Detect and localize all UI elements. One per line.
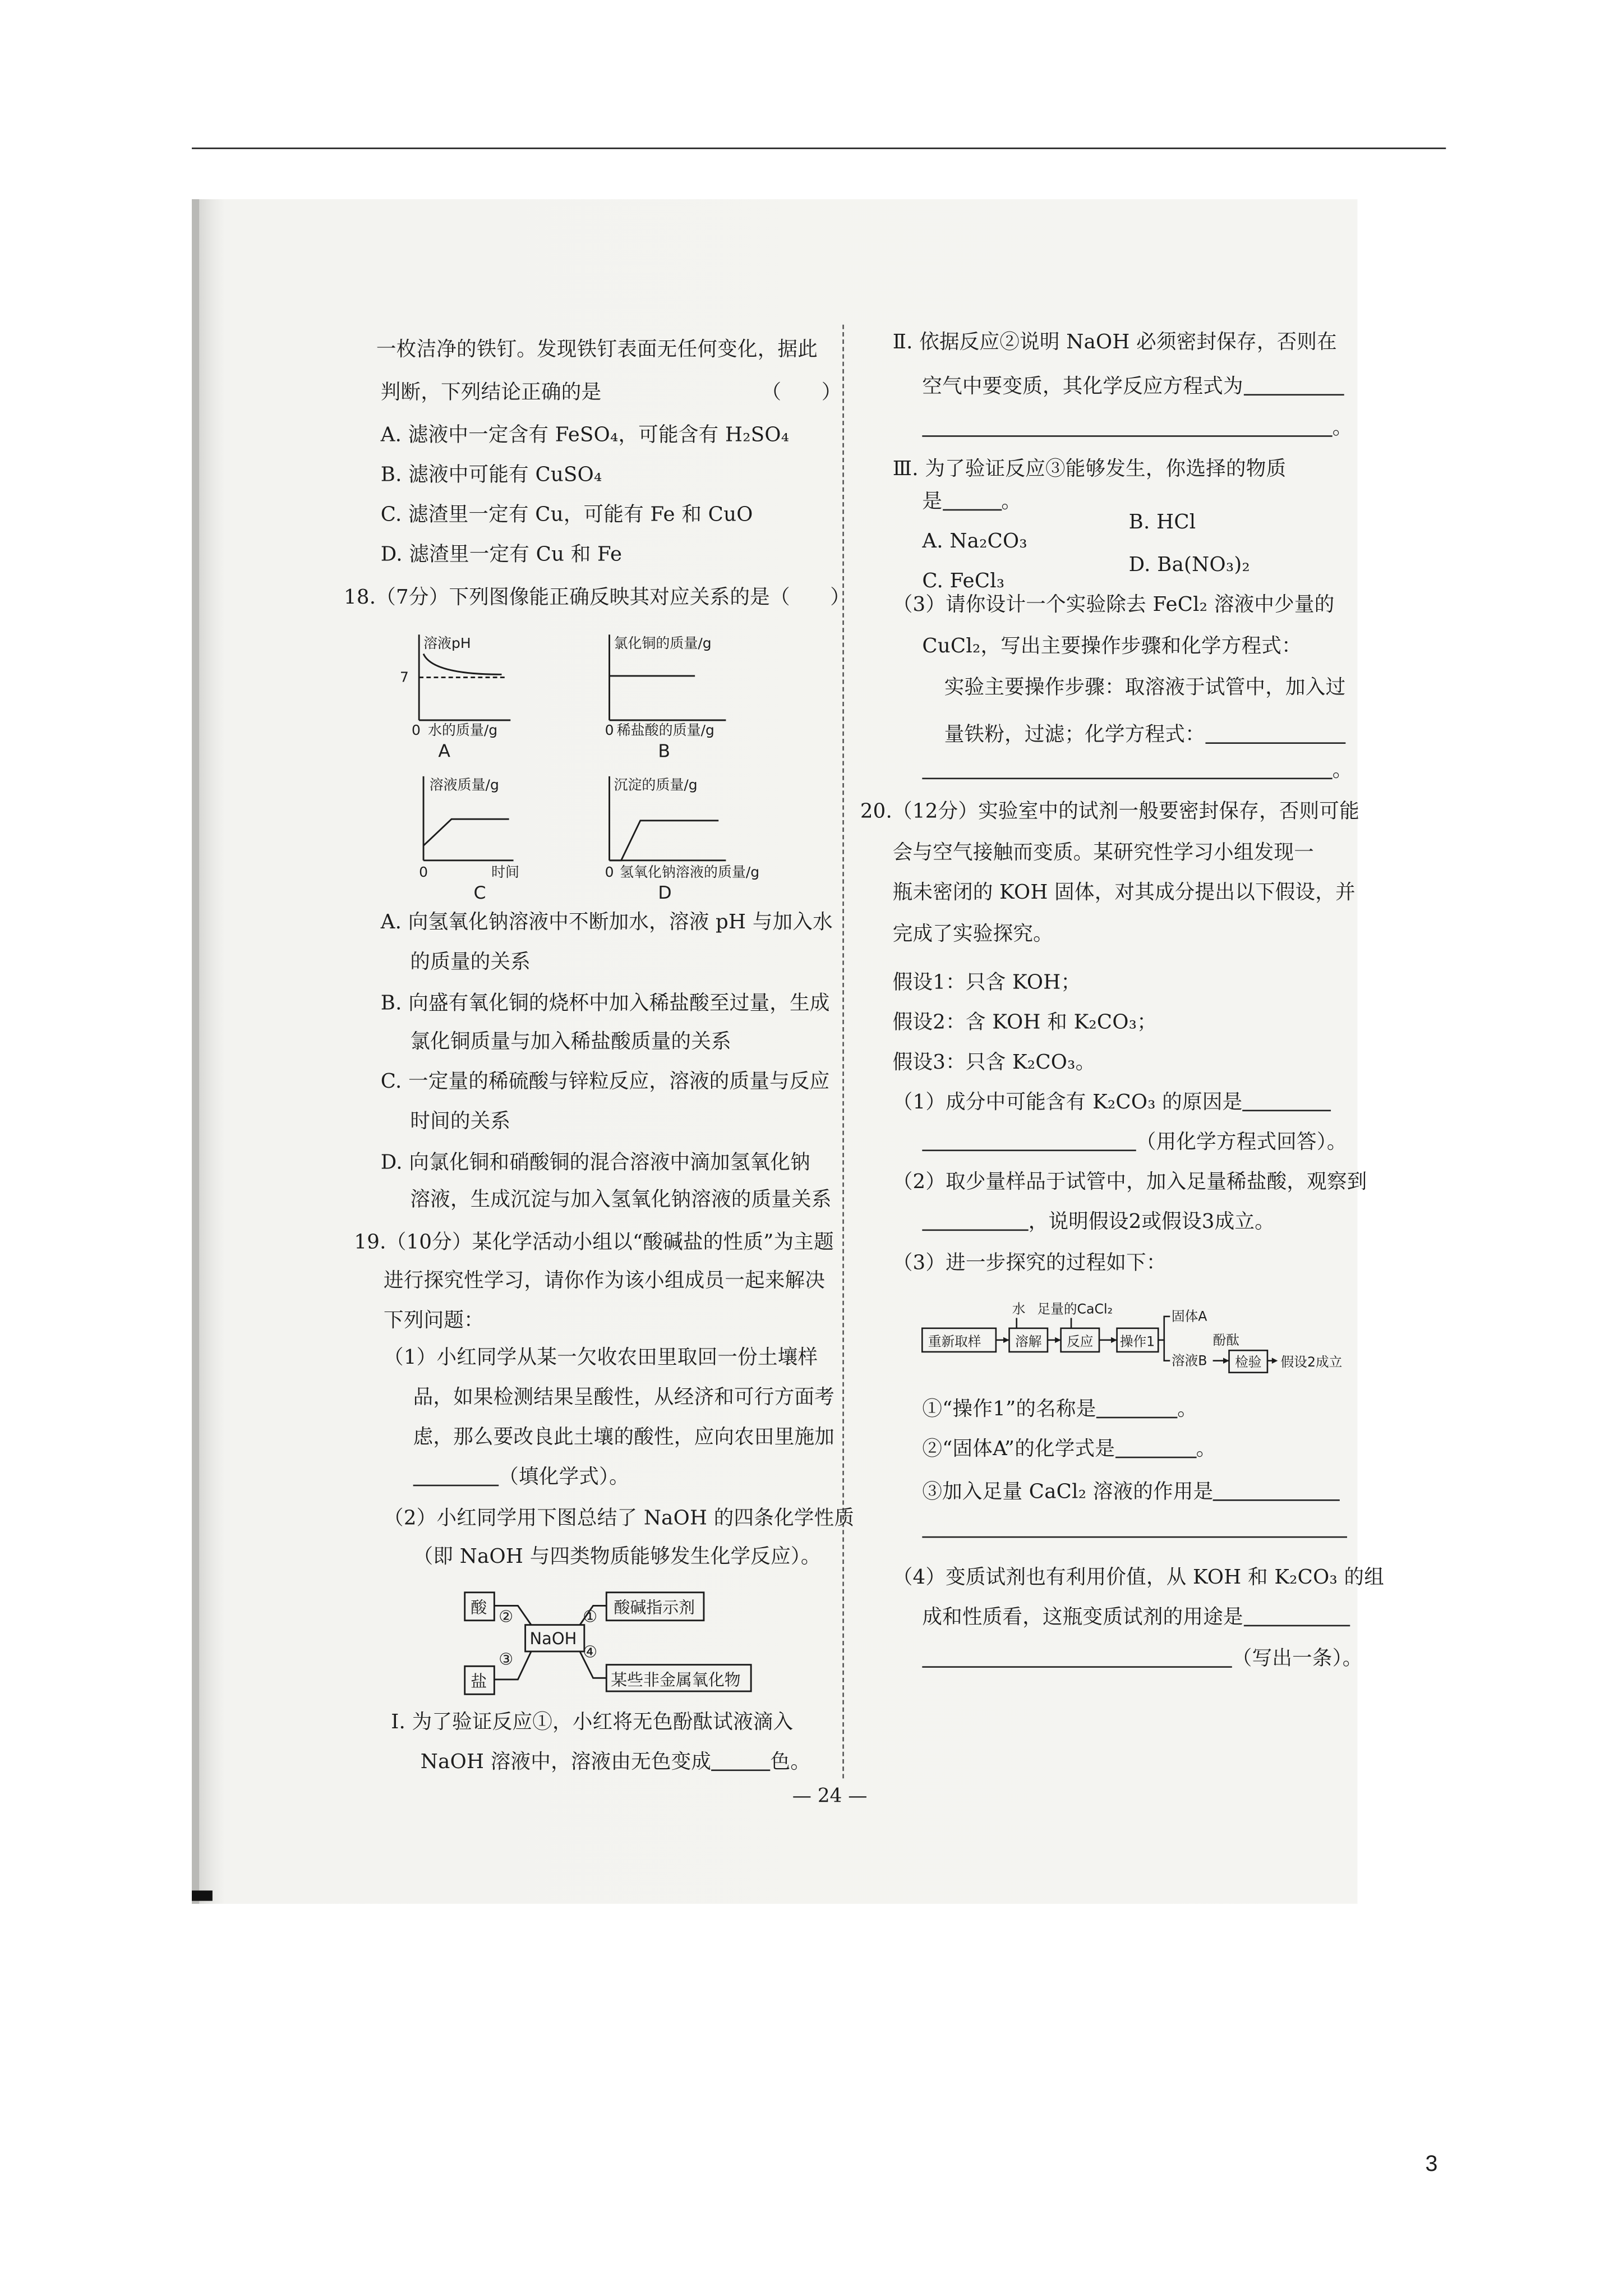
answer-blank — [1205, 722, 1345, 744]
answer-blank — [1115, 1436, 1196, 1458]
graph-d-ylabel: 沉淀的质量/g — [614, 776, 698, 793]
graph-d-origin: 0 — [605, 863, 614, 880]
flow-react-label: 反应 — [1067, 1333, 1094, 1350]
q19-sub-i-answer-line — [421, 1749, 810, 1775]
flow-solid-a-label: 固体A — [1171, 1308, 1207, 1324]
flow-dissolve-label: 溶解 — [1015, 1333, 1042, 1350]
q19-part1-answer-line — [413, 1464, 629, 1490]
graph-c-xlabel: 时间 — [491, 863, 520, 880]
q19-part3-equation-line — [922, 757, 1352, 784]
q19-sub-i: Ⅰ. 为了验证反应①，小红将无色酚酞试液滴入 — [391, 1710, 794, 1734]
answer-blank — [942, 489, 1001, 510]
q20-part1-text: （1）成分中可能含有 K₂CO₃ 的原因是 — [892, 1091, 1243, 1115]
q17-text-line: 一枚洁净的铁钉。发现铁钉表面无任何变化，据此 — [376, 338, 818, 362]
q20-hypothesis: 假设2：含 KOH 和 K₂CO₃； — [892, 1011, 1158, 1035]
q19-sub-i-text: NaOH 溶液中，溶液由无色变成 — [420, 1750, 712, 1774]
oxide-label: 某些非金属氧化物 — [611, 1670, 741, 1690]
acid-label: 酸 — [471, 1598, 487, 1617]
reaction-4-marker: ④ — [583, 1642, 598, 1662]
graph-a-letter: A — [438, 741, 450, 762]
q19-sub-ii-answer-line — [922, 415, 1352, 441]
q17-option: A. 滤液中一定含有 FeSO₄，可能含有 H₂SO₄ — [380, 424, 790, 448]
reaction-3-marker: ③ — [499, 1649, 514, 1669]
indicator-label: 酸碱指示剂 — [614, 1598, 695, 1617]
graph-a-mark: 7 — [399, 669, 409, 685]
q19-stem: 进行探究性学习，请你作为该小组成员一起来解决 — [384, 1269, 826, 1293]
flow-cacl2-label: 足量的CaCl₂ — [1037, 1301, 1113, 1317]
q19-sub-i-end: 色。 — [770, 1750, 811, 1774]
q20-sub1-text: ①“操作1”的名称是 — [922, 1397, 1096, 1421]
flow-operation1-label: 操作1 — [1119, 1333, 1155, 1350]
answer-blank — [922, 1516, 1347, 1538]
q20-part4-line — [922, 1604, 1349, 1631]
flow-test-label: 检验 — [1235, 1354, 1262, 1370]
q18-option: D. 向氯化铜和硝酸铜的混合溶液中滴加氢氧化钠 — [380, 1151, 810, 1175]
q19-part1: （1）小红同学从某一欠收农田里取回一份土壤样 — [384, 1346, 818, 1370]
reaction-2-marker: ② — [499, 1607, 514, 1626]
q20-sub1-line — [922, 1396, 1197, 1423]
q20-part1-line — [893, 1089, 1331, 1116]
q20-part2-line — [922, 1209, 1275, 1235]
q18-option: 氯化铜质量与加入稀盐酸质量的关系 — [410, 1030, 731, 1054]
q19-sub-ii-answer-line — [922, 374, 1343, 400]
q18-stem: 18.（7分）下列图像能正确反映其对应关系的是（ ） — [344, 586, 851, 610]
flow-solution-b-label: 溶液B — [1171, 1352, 1207, 1369]
q19-part3-equation-label: 量铁粉，过滤；化学方程式： — [944, 723, 1205, 747]
q17-option: D. 滤渣里一定有 Cu 和 Fe — [380, 543, 623, 567]
q19-sub-ii: Ⅱ. 依据反应②说明 NaOH 必须密封保存，否则在 — [892, 330, 1338, 355]
q19-part1-end: （填化学式）。 — [499, 1465, 629, 1489]
answer-blank — [1243, 1604, 1349, 1626]
column-divider — [842, 325, 844, 1778]
q19-part1: 虑，那么要改良此土壤的酸性，应向农田里施加 — [413, 1425, 835, 1450]
answer-blank — [922, 757, 1332, 779]
q18-option: 溶液，生成沉淀与加入氢氧化钠溶液的质量关系 — [410, 1188, 832, 1212]
q19-choice-a: A. Na₂CO₃ — [922, 530, 1027, 554]
q20-part4-end: （写出一条）。 — [1232, 1647, 1363, 1671]
q19-choice-d: D. Ba(NO₃)₂ — [1128, 553, 1250, 577]
answer-blank — [711, 1749, 770, 1771]
flow-resample-label: 重新取样 — [928, 1333, 981, 1350]
q19-stem: 19.（10分）某化学活动小组以“酸碱盐的性质”为主题 — [354, 1231, 834, 1255]
q20-stem: 20.（12分）实验室中的试剂一般要密封保存，否则可能 — [860, 799, 1360, 824]
q19-part3: CuCl₂，写出主要操作步骤和化学方程式： — [922, 634, 1302, 659]
q17-text-line: 判断，下列结论正确的是 — [380, 380, 602, 404]
q19-choice-b: B. HCl — [1128, 510, 1196, 535]
q17-option: C. 滤渣里一定有 Cu，可能有 Fe 和 CuO — [380, 503, 753, 527]
q20-sub1-end: 。 — [1177, 1397, 1198, 1421]
salt-label: 盐 — [471, 1672, 487, 1691]
q20-part1-end: （用化学方程式回答）。 — [1136, 1130, 1347, 1154]
q20-sub2-end: 。 — [1196, 1437, 1216, 1461]
reaction-1-marker: ① — [583, 1607, 598, 1626]
q20-sub3-line — [922, 1479, 1340, 1505]
flow-result-label: 假设2成立 — [1280, 1354, 1343, 1370]
answer-blank — [922, 1209, 1028, 1231]
graph-a-ylabel: 溶液pH — [423, 634, 471, 651]
q19-part3-steps: 实验主要操作步骤：取溶液于试管中，加入过 — [944, 675, 1346, 700]
q19-part2: （即 NaOH 与四类物质能够发生化学反应）。 — [413, 1545, 821, 1569]
answer-blank — [922, 1645, 1232, 1667]
q19-choice-c: C. FeCl₃ — [922, 569, 1005, 593]
q20-part3: （3）进一步探究的过程如下： — [892, 1251, 1166, 1276]
q20-part1-line — [922, 1129, 1347, 1156]
q18-option: B. 向盛有氧化铜的烧杯中加入稀盐酸至过量，生成 — [380, 991, 830, 1016]
q20-part4-text: 成和性质看，这瓶变质试剂的用途是 — [922, 1605, 1243, 1630]
q20-part2: （2）取少量样品于试管中，加入足量稀盐酸，观察到 — [892, 1170, 1367, 1194]
q19-part3: （3）请你设计一个实验除去 FeCl₂ 溶液中少量的 — [892, 593, 1335, 617]
q19-sub-iii-end: 。 — [1001, 490, 1022, 514]
q18-option: A. 向氢氧化钠溶液中不断加水，溶液 pH 与加入水 — [380, 910, 833, 935]
q19-part3-end: 。 — [1332, 758, 1353, 783]
q20-sub3-line — [922, 1516, 1347, 1542]
q19-sub-ii-text: 空气中要变质，其化学反应方程式为 — [922, 375, 1243, 399]
q19-sub-ii-end: 。 — [1332, 416, 1353, 440]
q19-sub-iii: Ⅲ. 为了验证反应③能够发生，你选择的物质 — [892, 457, 1287, 481]
graph-b-letter: B — [658, 741, 671, 762]
answer-blank — [1242, 1089, 1331, 1111]
q18-option: 的质量的关系 — [410, 950, 531, 974]
graph-c-letter: C — [473, 883, 486, 904]
answer-blank — [922, 1129, 1136, 1151]
q19-part1: 品，如果检测结果呈酸性，从经济和可行方面考 — [413, 1386, 835, 1410]
graph-d-letter: D — [658, 883, 672, 904]
graph-c-ylabel: 溶液质量/g — [429, 776, 499, 793]
answer-blank — [1243, 374, 1344, 395]
q20-sub3-text: ③加入足量 CaCl₂ 溶液的作用是 — [922, 1480, 1214, 1504]
graph-a-xlabel: 水的质量/g — [427, 722, 498, 739]
scan-gutter-edge — [192, 199, 199, 1904]
q20-stem: 完成了实验探究。 — [892, 922, 1053, 946]
q20-stem: 会与空气接触而变质。某研究性学习小组发现一 — [892, 841, 1315, 865]
q19-sub-iii-answer-line — [922, 489, 1021, 515]
answer-blank — [1096, 1396, 1178, 1418]
graph-d-xlabel: 氢氧化钠溶液的质量/g — [619, 863, 760, 880]
q20-stem: 瓶未密闭的 KOH 固体，对其成分提出以下假设，并 — [892, 881, 1355, 905]
graph-a-origin: 0 — [412, 722, 421, 739]
q19-stem: 下列问题： — [384, 1309, 484, 1333]
naoh-label: NaOH — [529, 1628, 577, 1648]
q20-sub2-line — [922, 1436, 1216, 1462]
answer-blank — [922, 415, 1332, 436]
q20-hypothesis: 假设3：只含 K₂CO₃。 — [892, 1051, 1096, 1075]
graph-c-origin: 0 — [419, 863, 428, 880]
q18-option: 时间的关系 — [410, 1110, 511, 1134]
q18-option: C. 一定量的稀硫酸与锌粒反应，溶液的质量与反应 — [380, 1070, 830, 1094]
graph-b-ylabel: 氯化铜的质量/g — [614, 634, 712, 651]
flow-water-label: 水 — [1012, 1301, 1026, 1317]
answer-blank — [1213, 1479, 1340, 1501]
q20-hypothesis: 假设1：只含 KOH； — [892, 971, 1081, 995]
q20-part2-end: ，说明假设2或假设3成立。 — [1028, 1210, 1275, 1234]
scan-corner-mark — [192, 1890, 213, 1901]
header-rule — [192, 148, 1446, 150]
sheet-page-number: 3 — [1425, 2151, 1438, 2177]
q20-sub2-text: ②“固体A”的化学式是 — [922, 1437, 1115, 1461]
exam-page-number: — 24 — — [792, 1786, 868, 1808]
answer-blank — [413, 1464, 499, 1486]
q17-option: B. 滤液中可能有 CuSO₄ — [380, 463, 602, 487]
q20-part4-line — [922, 1645, 1362, 1672]
graph-b-xlabel: 稀盐酸的质量/g — [616, 722, 714, 739]
q20-part4: （4）变质试剂也有利用价值，从 KOH 和 K₂CO₃ 的组 — [892, 1566, 1385, 1590]
q19-part2: （2）小红同学用下图总结了 NaOH 的四条化学性质 — [384, 1507, 855, 1531]
flow-phenol-label: 酚酞 — [1212, 1332, 1239, 1348]
graph-b-origin: 0 — [605, 722, 614, 739]
q19-part3-equation-line — [944, 722, 1345, 748]
q19-sub-iii-text: 是 — [922, 490, 943, 514]
q17-answer-paren: （ ） — [761, 380, 842, 404]
